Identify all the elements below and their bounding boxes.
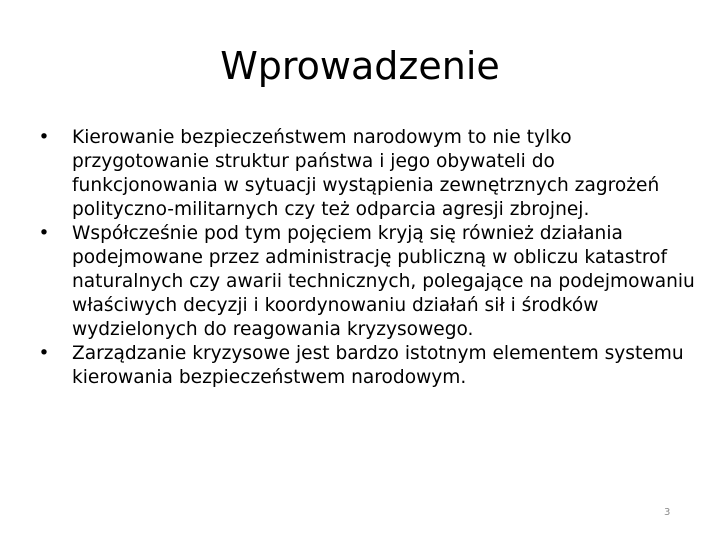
bullet-list: [36, 126, 696, 390]
bullet-item: [36, 342, 696, 390]
page-number: 3: [664, 507, 671, 518]
bullet-text: Zarządzanie kryzysowe jest bardzo istotnym elementem systemu kierowania bezpieczeństwem narodowym.: [72, 343, 684, 388]
bullet-text: Współcześnie pod tym pojęciem kryją się również działania podejmowane przez administrację publiczną w obliczu katastrof naturalnych czy awarii technicznych, polegające na podejmowaniu właściwych decyzji i koordynowaniu działań sił i środków wydzielonych do reagowania kryzysowego.: [72, 223, 695, 340]
bullet-item: [36, 126, 696, 222]
bullet-icon: •: [38, 343, 50, 364]
bullet-icon: •: [38, 223, 50, 244]
slide-title: Wprowadzenie: [220, 44, 500, 88]
bullet-item: [36, 222, 696, 342]
bullet-text: Kierowanie bezpieczeństwem narodowym to nie tylko przygotowanie struktur państwa i jego obywateli do funkcjonowania w sytuacji wystąpienia zewnętrznych zagrożeń polityczno-militarnych czy też odparcia agresji zbrojnej.: [72, 127, 660, 220]
bullet-icon: •: [38, 127, 50, 148]
